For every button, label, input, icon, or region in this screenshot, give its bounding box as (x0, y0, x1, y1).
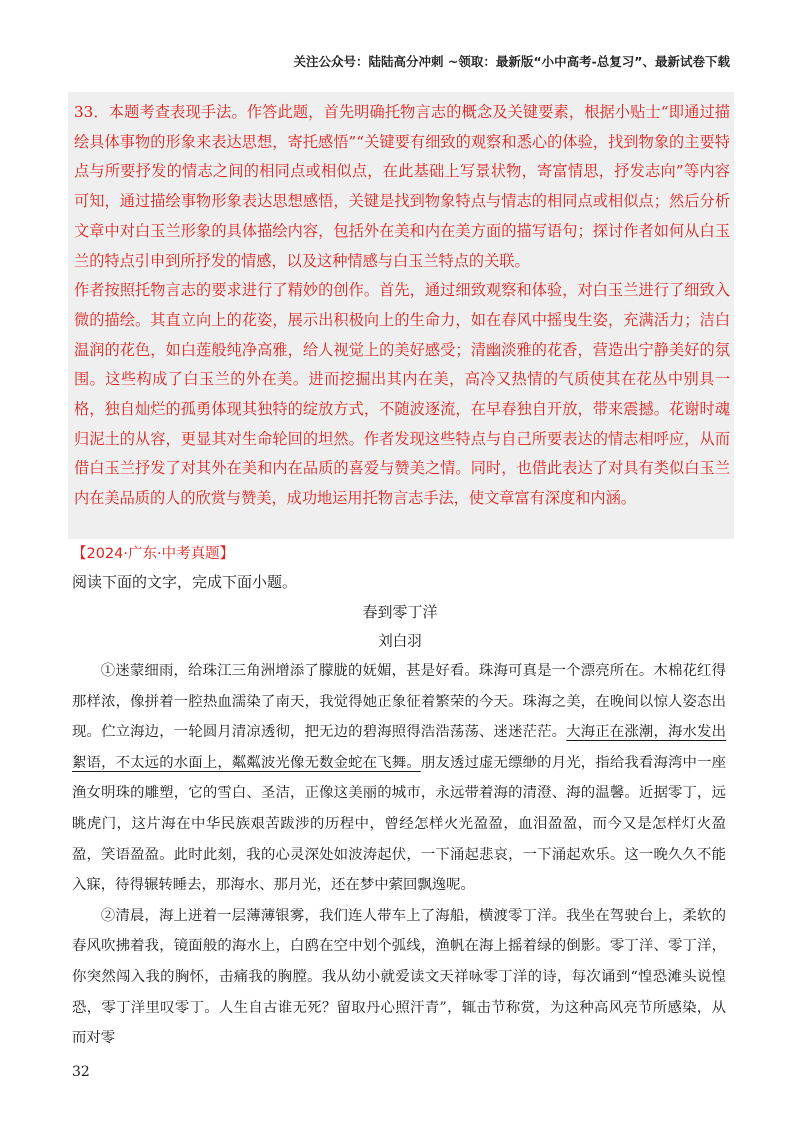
answer-paragraph-2: 作者按照托物言志的要求进行了精妙的创作。首先，通过细致观察和体验，对白玉兰进行了细致入微的描绘。其直立向上的花姿，展示出积极向上的生命力，如在春风中摇曳生姿，充满活力；洁白温润的花色，如白莲般纯净高雅，给人视觉上的美好感受；清幽淡雅的花香，营造出宁静美好的氛围。这些构成了白玉兰的外在美。进而挖掘出其内在美，高冷又热情的气质使其在花丛中别具一格，独自灿烂的孤勇体现其独特的绽放方式，不随波逐流，在早春独自开放，带来震撼。花谢时魂归泥土的从容，更显其对生命轮回的坦然。作者发现这些特点与自己所要表达的情志相呼应，从而借白玉兰抒发了对其外在美和内在品质的喜爱与赞美之情。同时，也借此表达了对具有类似白玉兰内在美品质的人的欣赏与赞美，成功地运用托物言志手法，使文章富有深度和内涵。 (74, 281, 730, 508)
article-paragraph-2: ②清晨，海上迸着一层薄薄银雾，我们连人带车上了海船，横渡零丁洋。我坐在驾驶台上，柔软的春风吹拂着我，镜面般的海水上，白鸥在空中划个弧线，渔帆在海上摇着绿的倒影。零丁洋、零丁洋，你突然闯入我的胸怀，击痛我的胸膛。我从幼小就爱读文天祥咏零丁洋的诗，每次诵到“惶恐滩头说惶恐，零丁洋里叹零丁。人生自古谁无死？留取丹心照汗青”，辄击节称赏，为这种高风亮节所感染，从而对零 (72, 907, 726, 1047)
article-body (72, 656, 726, 1054)
page-header: 关注公众号：陆陆高分冲刺 ~领取：最新版“小中高考-总复习”、最新试卷下载 (293, 54, 730, 69)
article-paragraph-1 (72, 656, 726, 901)
article-author: 刘白羽 (378, 634, 422, 650)
exam-source-tag: 【2024·广东·中考真题】 (72, 546, 235, 562)
answer-paragraph-1: 33．本题考查表现手法。作答此题，首先明确托物言志的概念及关键要素，根据小贴士“即通过描绘具体事物的形象来表达思想，寄托感悟”“关键要有细致的观察和悉心的体验，找到物象的主要特点与所要抒发的情志之间的相同点或相似点，在此基础上写景状物，寄富情思，抒发志向”等内容可知，通过描绘事物形象表达思想感悟，关键是找到物象特点与情志的相同点或相似点；然后分析文章中对白玉兰形象的具体描绘内容，包括外在美和内在美方面的描写语句；探讨作者如何从白玉兰的特点引申到所抒发的情感，以及这种情感与白玉兰特点的关联。 (74, 103, 730, 270)
paragraph-1-end: 朋友透过虚无缥缈的月光，指给我看海湾中一座渔女明珠的雕塑，它的雪白、圣洁，正像这美丽的城市，永远带着海的清澄、海的温馨。近据零丁，远眺虎门，这片海在中华民族艰苦跋涉的历程中，曾经怎样火光盈盈，血泪盈盈，而今又是怎样灯火盈盈，笑语盈盈。此时此刻，我的心灵深处如波涛起伏，一下涌起悲哀，一下涌起欢乐。这一晚久久不能入寐，待得辗转睡去，那海水、那月光，还在梦中萦回飘逸呢。 (72, 754, 726, 894)
answer-explanation-box (68, 92, 734, 539)
underlined-sentence: 大海正在涨潮，海水发出絮语，不太远的水面上，粼粼波光像无数金蛇在飞舞。 (72, 724, 726, 771)
reading-instruction: 阅读下面的文字，完成下面小题。 (72, 573, 298, 591)
article-title: 春到零丁洋 (362, 603, 438, 621)
paragraph-1-start: ①迷蒙细雨，给珠江三角洲增添了朦胧的妩媚，甚是好看。珠海可真是一个漂亮所在。木棉花红得那样浓，像拼着一腔热血濡染了南天，我觉得她正象征着繁荣的今天。珠海之美，在晚间以惊人姿态出现。伫立海边，一轮圆月清凉透彻，把无边的碧海照得浩浩荡荡、迷迷茫茫。 (72, 663, 726, 741)
page-number: 32 (72, 1064, 90, 1080)
